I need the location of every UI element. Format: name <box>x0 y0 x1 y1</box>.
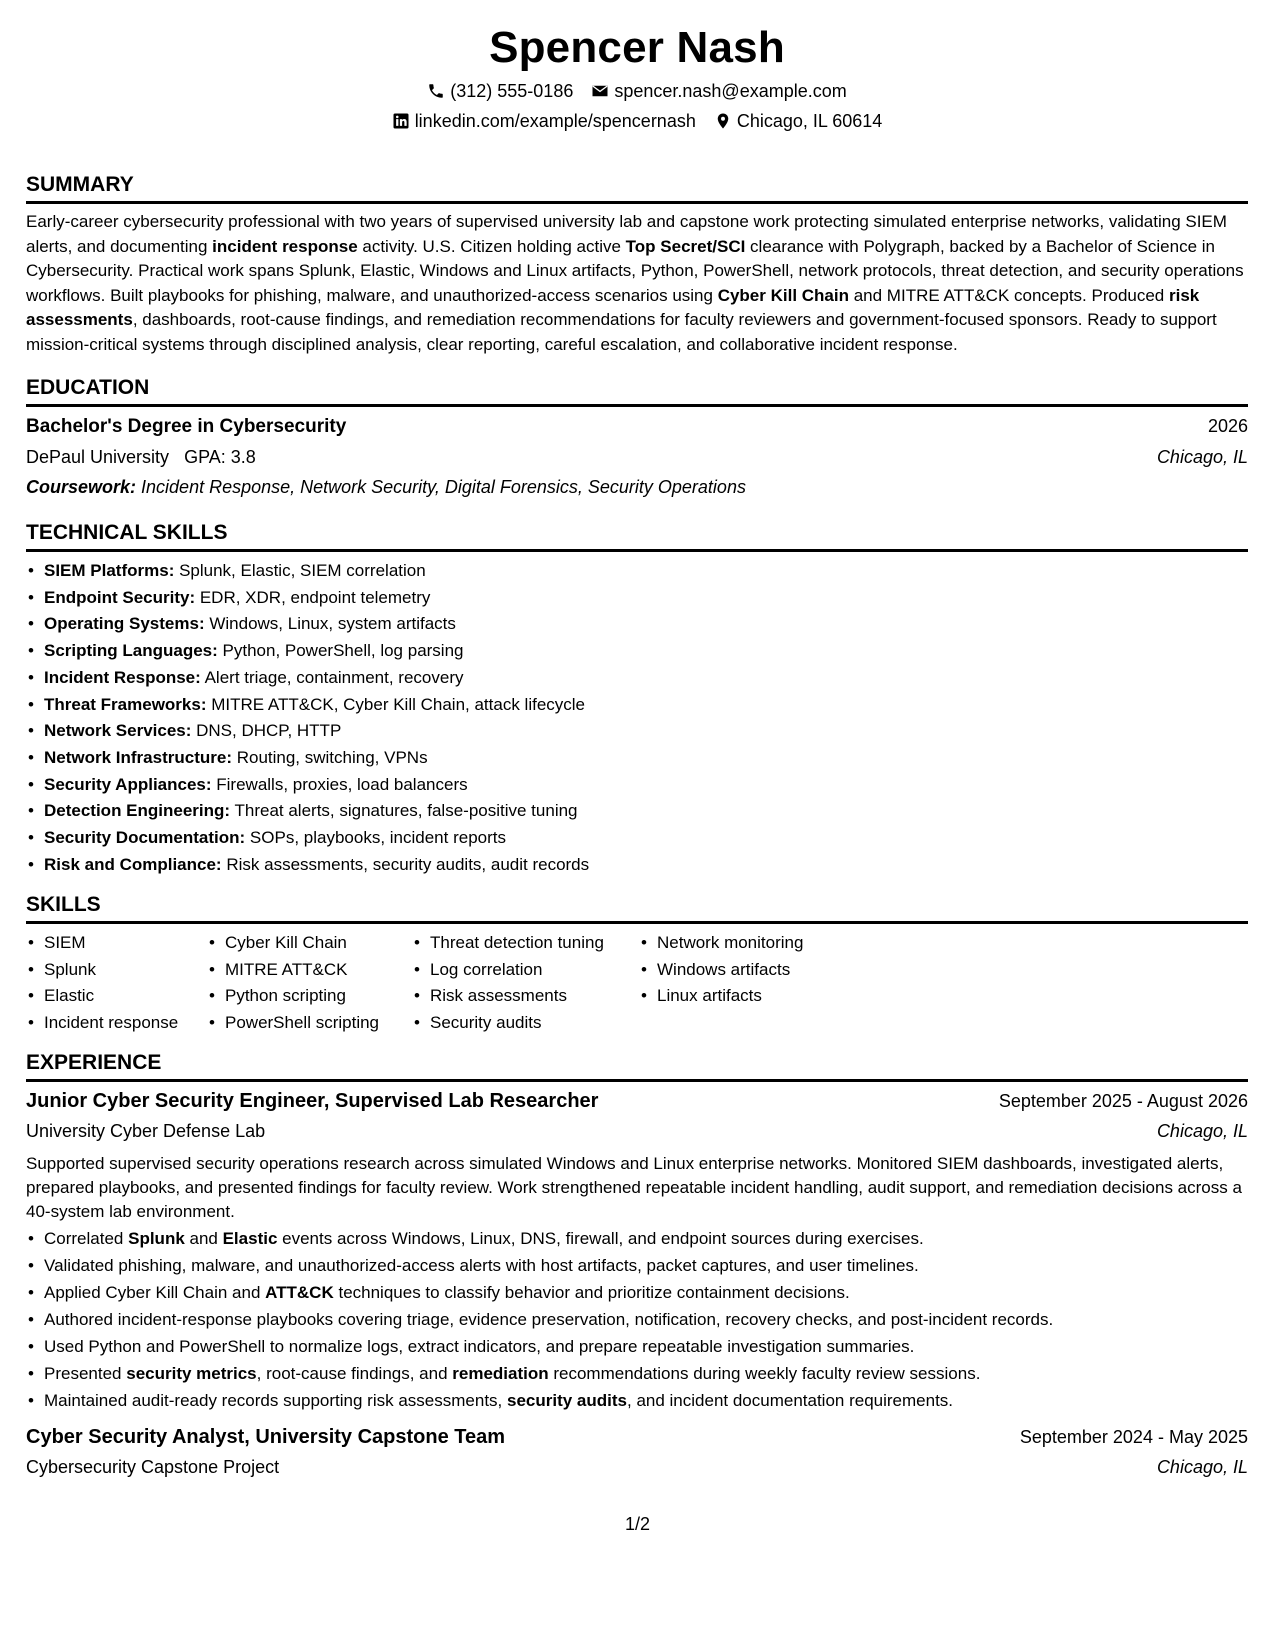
skill-category: Network Infrastructure: <box>44 747 232 767</box>
job-dates: September 2024 - May 2025 <box>1019 1427 1248 1448</box>
summary-emphasis: Cyber Kill Chain <box>717 285 849 305</box>
skill-values: SOPs, playbooks, incident reports <box>245 828 506 848</box>
skill-category: Detection Engineering: <box>44 801 231 821</box>
experience-heading: EXPERIENCE <box>26 1050 1248 1082</box>
skill-category: Threat Frameworks: <box>44 694 207 714</box>
list-item <box>44 798 1248 825</box>
job-title: Cyber Security Analyst, University Capstone Team <box>26 1426 506 1449</box>
linkedin-link[interactable]: linkedin.com/example/spencernash <box>414 111 696 131</box>
summary-emphasis: incident response <box>212 236 358 256</box>
skill-values: EDR, XDR, endpoint telemetry <box>195 587 431 607</box>
list-item <box>44 1279 1248 1306</box>
bullet-text: Correlated <box>44 1229 129 1249</box>
list-item: • Used Python and PowerShell to normalize logs, extract indicators, and prepare repeatable investigation summaries. <box>44 1333 1248 1360</box>
skill-category: Scripting Languages: <box>44 641 218 661</box>
list-item <box>44 1360 1248 1387</box>
bullet-text: events across Windows, Linux, DNS, firewall, and endpoint sources during exercises. <box>277 1229 924 1249</box>
list-item: • Windows artifacts <box>657 957 877 984</box>
map-pin-icon <box>714 112 732 130</box>
bullet-text: and <box>184 1229 223 1249</box>
list-item <box>44 852 1248 879</box>
list-item: • Python scripting <box>225 983 412 1010</box>
bullet-text: Applied Cyber Kill Chain and <box>44 1283 266 1303</box>
email-link[interactable]: spencer.nash@example.com <box>614 81 847 101</box>
job-org-row <box>26 1452 1248 1482</box>
list-item <box>44 638 1248 665</box>
list-item: • Network monitoring <box>657 930 877 957</box>
technical-skills-heading: TECHNICAL SKILLS <box>26 520 1248 552</box>
contact-line-2 <box>26 106 1248 136</box>
skill-values: Risk assessments, security audits, audit records <box>221 854 590 874</box>
bullet-emphasis: security audits <box>507 1391 627 1411</box>
job-organization: University Cyber Defense Lab <box>26 1121 266 1142</box>
bullet-emphasis: ATT&CK <box>265 1283 334 1303</box>
skill-values: Routing, switching, VPNs <box>231 747 428 767</box>
job-title: Junior Cyber Security Engineer, Supervised Lab Researcher <box>26 1090 599 1113</box>
list-item: • Log correlation <box>430 957 639 984</box>
list-item <box>44 692 1248 719</box>
gpa: GPA: 3.8 <box>184 447 256 467</box>
school-info <box>26 442 256 472</box>
job-entry <box>26 1086 1248 1414</box>
summary-text-part: , dashboards, root-cause findings, and remediation recommendations for faculty reviewers and government-focused sponsors. Ready to support mission-critical systems through disciplined analysis, clear reporting, careful escalation, and collaborative incident response. <box>26 310 1217 354</box>
job-header-row <box>26 1422 1248 1452</box>
job-location: Chicago, IL <box>1156 1121 1248 1142</box>
coursework-label: Coursework: <box>26 477 137 497</box>
bullet-emphasis: security metrics <box>126 1364 257 1384</box>
skills-section <box>26 892 1248 1036</box>
skill-category: Endpoint Security: <box>44 587 196 607</box>
list-item <box>44 1387 1248 1414</box>
education-section <box>26 375 1248 502</box>
summary-text-part: activity. U.S. Citizen holding active <box>357 236 626 256</box>
list-item: • SIEM <box>44 930 207 957</box>
list-item <box>44 585 1248 612</box>
contact-line-1 <box>26 76 1248 106</box>
school-location: Chicago, IL <box>1156 447 1248 467</box>
phone-text: (312) 555-0186 <box>450 81 574 101</box>
skill-category: SIEM Platforms: <box>44 561 175 580</box>
school-name: DePaul University <box>26 447 170 467</box>
skills-column-3 <box>412 930 639 1036</box>
coursework-line <box>26 472 1248 502</box>
bullet-emphasis: Splunk <box>128 1229 185 1249</box>
bullet-text: Presented <box>44 1364 127 1384</box>
list-item <box>44 718 1248 745</box>
bullet-text: recommendations during weekly faculty review sessions. <box>548 1364 981 1384</box>
degree-title: Bachelor's Degree in Cybersecurity <box>26 416 347 437</box>
job-bullets <box>26 1225 1248 1414</box>
list-item: • PowerShell scripting <box>225 1010 412 1037</box>
skill-category: Operating Systems: <box>44 614 205 634</box>
list-item: • Splunk <box>44 957 207 984</box>
summary-heading: SUMMARY <box>26 172 1248 204</box>
skill-values: Threat alerts, signatures, false-positive tuning <box>230 801 578 821</box>
list-item: • Elastic <box>44 983 207 1010</box>
summary-text-part: Early-career cybersecurity professional with two years of supervised university lab and capstone work protecting simulated enterprise networks, validating SIEM alerts, and documenting <box>26 212 1227 256</box>
list-item <box>44 558 1248 585</box>
list-item <box>44 825 1248 852</box>
skill-category: Network Services: <box>44 721 192 741</box>
job-organization: Cybersecurity Capstone Project <box>26 1457 280 1478</box>
skill-values: Alert triage, containment, recovery <box>200 667 464 687</box>
bullet-emphasis: remediation <box>452 1364 549 1384</box>
skill-values: Splunk, Elastic, SIEM correlation <box>174 561 426 580</box>
list-item: • Security audits <box>430 1010 639 1037</box>
candidate-name: Spencer Nash <box>489 23 785 72</box>
resume-page <box>26 20 1248 1482</box>
education-heading: EDUCATION <box>26 375 1248 407</box>
job-dates: September 2025 - August 2026 <box>998 1091 1248 1112</box>
experience-section <box>26 1050 1248 1482</box>
skill-category: Incident Response: <box>44 667 201 687</box>
job-header-row <box>26 1086 1248 1116</box>
skills-heading: SKILLS <box>26 892 1248 924</box>
bullet-emphasis: Elastic <box>222 1229 278 1249</box>
summary-section <box>26 172 1248 357</box>
skill-values: DNS, DHCP, HTTP <box>191 721 342 741</box>
skill-category: Security Appliances: <box>44 774 212 794</box>
location-contact <box>714 106 882 136</box>
education-row-2 <box>26 442 1248 472</box>
skill-category: Security Documentation: <box>44 828 246 848</box>
linkedin-contact[interactable] <box>392 106 696 136</box>
summary-emphasis: Top Secret/SCI <box>625 236 746 256</box>
page-number: 1/2 <box>624 1514 651 1534</box>
skills-column-2 <box>207 930 412 1036</box>
list-item: • Validated phishing, malware, and unauthorized-access alerts with host artifacts, packet captures, and user timelines. <box>44 1252 1248 1279</box>
email-contact[interactable] <box>591 76 846 106</box>
technical-skills-list <box>26 558 1248 878</box>
graduation-year: 2026 <box>1207 416 1248 436</box>
summary-text <box>26 210 1248 357</box>
skill-values: Windows, Linux, system artifacts <box>204 614 456 634</box>
skills-column-1 <box>26 930 207 1036</box>
skill-values: Firewalls, proxies, load balancers <box>211 774 468 794</box>
job-entry <box>26 1422 1248 1482</box>
list-item: • Linux artifacts <box>657 983 877 1010</box>
envelope-icon <box>591 82 609 100</box>
technical-skills-section <box>26 520 1248 878</box>
education-row-1 <box>26 411 1248 442</box>
summary-text-part: clearance with Polygraph, backed by a Bachelor of Science in Cybersecurity. Practical work spans Splunk, Elastic, Windows and Linux artifacts, Python, PowerShell, network protocols, threat detection, and security operations workflows. Built playbooks for phishing, malware, and unauthorized-access scenarios using <box>26 236 1244 305</box>
list-item: • Cyber Kill Chain <box>225 930 412 957</box>
skill-category: Risk and Compliance: <box>44 854 222 874</box>
job-description: Supported supervised security operations research across simulated Windows and Linux enterprise networks. Monitored SIEM dashboards, investigated alerts, prepared playbooks, and presented findings for faculty review. Work strengthened repeatable incident handling, audit support, and remediation decisions across a 40-system lab environment. <box>26 1154 1242 1222</box>
list-item <box>44 772 1248 799</box>
bullet-text: techniques to classify behavior and prioritize containment decisions. <box>333 1283 850 1303</box>
skills-columns <box>26 930 1248 1036</box>
location-text: Chicago, IL 60614 <box>736 111 883 131</box>
list-item <box>44 1225 1248 1252</box>
list-item <box>44 611 1248 638</box>
list-item: • Threat detection tuning <box>430 930 639 957</box>
summary-text-part: and MITRE ATT&CK concepts. Produced <box>849 285 1169 305</box>
list-item: • MITRE ATT&CK <box>225 957 412 984</box>
bullet-text: , and incident documentation requirements. <box>627 1391 954 1411</box>
skill-values: MITRE ATT&CK, Cyber Kill Chain, attack lifecycle <box>206 694 586 714</box>
skills-column-4 <box>639 930 877 1036</box>
job-location: Chicago, IL <box>1156 1457 1248 1478</box>
phone-contact <box>427 76 573 106</box>
bullet-text: , root-cause findings, and <box>256 1364 453 1384</box>
linkedin-icon <box>392 112 410 130</box>
list-item: • Incident response <box>44 1010 207 1037</box>
list-item: • Risk assessments <box>430 983 639 1010</box>
coursework-list: Incident Response, Network Security, Digital Forensics, Security Operations <box>136 477 746 497</box>
list-item <box>44 745 1248 772</box>
list-item: • Authored incident-response playbooks covering triage, evidence preservation, notification, recovery checks, and post-incident records. <box>44 1306 1248 1333</box>
list-item <box>44 665 1248 692</box>
phone-icon <box>427 82 445 100</box>
summary-emphasis: risk assessments <box>26 285 1200 329</box>
skill-values: Python, PowerShell, log parsing <box>217 641 464 661</box>
job-org-row <box>26 1116 1248 1146</box>
bullet-text: Maintained audit-ready records supporting risk assessments, <box>44 1391 507 1411</box>
